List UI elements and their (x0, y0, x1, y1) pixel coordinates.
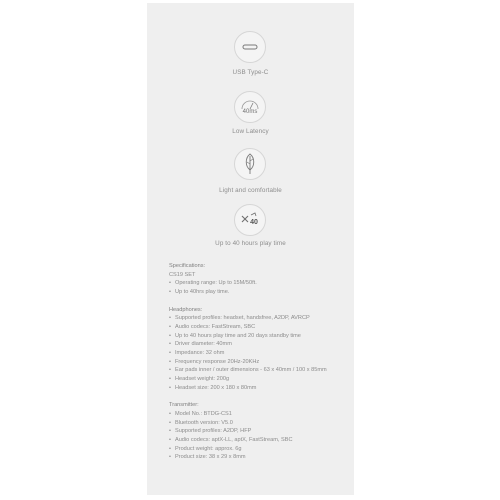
spec-item: • Up to 40hrs play time. (169, 288, 349, 297)
spec-item: • Headset size: 200 x 180 x 80mm (169, 384, 349, 393)
playtime-icon (234, 204, 266, 236)
set-title: CS19 SET (169, 271, 196, 278)
specifications-title: Specifications: (169, 263, 206, 269)
feature-label-feather: Light and comfortable (219, 187, 282, 194)
spec-item: • Product size: 38 x 29 x 8mm (169, 453, 349, 462)
spec-item: • Operating range: Up to 15M/50ft. (169, 279, 349, 288)
headphones-title: Headphones: (169, 306, 203, 313)
spec-item: • Bluetooth version: V5.0 (169, 419, 349, 428)
latency-icon-text: 40ms (242, 109, 258, 115)
spec-item: • Product weight: approx. 6g (169, 445, 349, 454)
feature-label-playtime: Up to 40 hours play time (215, 240, 286, 247)
spec-item: • Up to 40 hours play time and 20 days standby time (169, 332, 349, 341)
feather-icon (234, 148, 266, 180)
spec-item: • Supported profiles: headset, handsfree, A2DP, AVRCP (169, 314, 349, 323)
spec-item: • Impedance: 32 ohm (169, 349, 349, 358)
spec-item: • Supported profiles: A2DP, HFP (169, 427, 349, 436)
usb-c-icon (234, 31, 266, 63)
spec-item: • Headset weight: 200g (169, 375, 349, 384)
specifications-block (169, 262, 349, 462)
spec-item: • Ear pads inner / outer dimensions - 63 x 40mm / 100 x 85mm (169, 366, 349, 375)
spec-item: • Audio codecs: aptX-LL, aptX, FastStream, SBC (169, 436, 349, 445)
playtime-icon-text: 40 (250, 219, 258, 226)
feature-label-latency: Low Latency (232, 128, 269, 135)
feature-label-usb: USB Type-C (232, 69, 269, 76)
latency-icon (234, 91, 266, 123)
spec-item: • Audio codecs: FastStream, SBC (169, 323, 349, 332)
spec-item: • Frequency response 20Hz-20KHz (169, 358, 349, 367)
spec-item: • Model No.: BTDG-CS1 (169, 410, 349, 419)
transmitter-title: Transmitter: (169, 402, 199, 409)
spec-item: • Driver diameter: 40mm (169, 340, 349, 349)
